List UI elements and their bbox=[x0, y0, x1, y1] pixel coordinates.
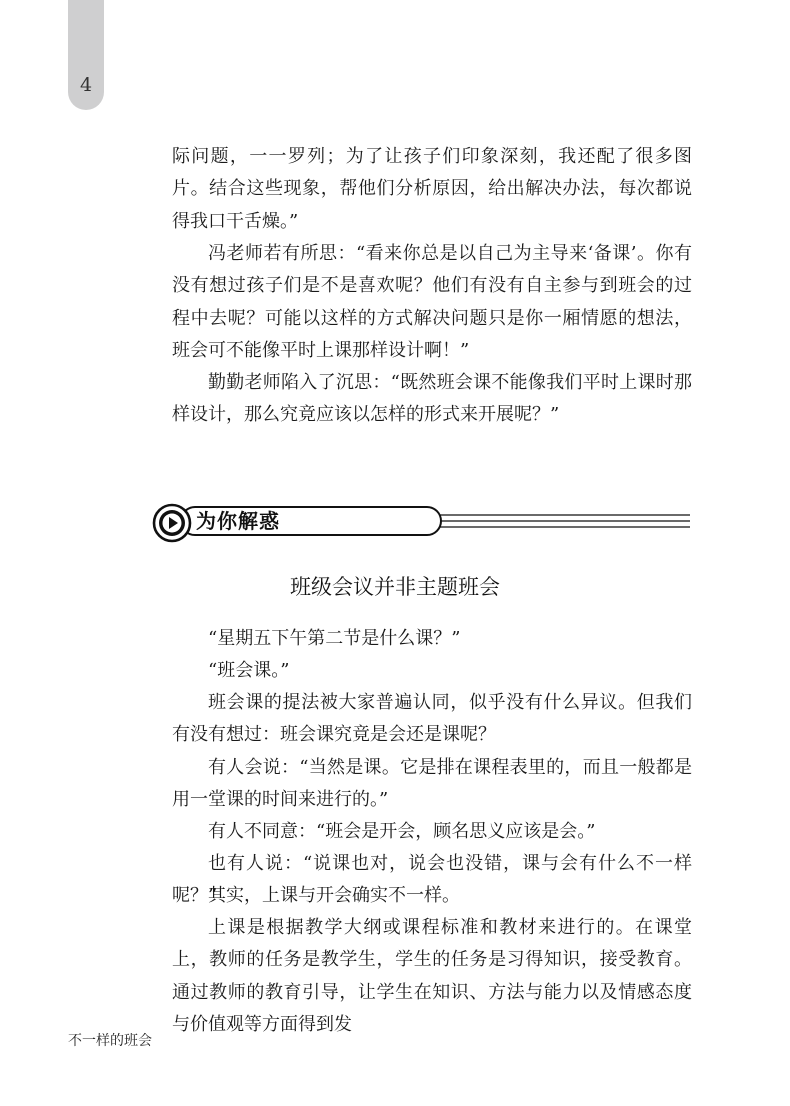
article-paragraph: 班会课的提法被大家普遍认同，似乎没有什么异议。但我们有没有想过：班会课究竟是会还是课呢？ bbox=[172, 692, 692, 746]
article-paragraph: 上课是根据教学大纲或课程标准和教材来进行的。在课堂上，教师的任务是教学生，学生的任务是习得知识，接受教育。通过教师的教育引导，让学生在知识、方法与能力以及情感态度与价值观等方面得到发 bbox=[172, 917, 692, 1035]
article-paragraph: “班会课。” bbox=[208, 660, 290, 681]
paragraph-continuation: 际问题，一一罗列；为了让孩子们印象深刻，我还配了很多图片。结合这些现象，帮他们分析原因，给出解决办法，每次都说得我口干舌燥。” bbox=[172, 146, 692, 232]
paragraph-feng-teacher: 冯老师若有所思：“看来你总是以自己为主导来‘备课’。你有没有想过孩子们是不是喜欢呢？他们有没有自主参与到班会的过程中去呢？可能以这样的方式解决问题只是你一厢情愿的想法，班会可不能像平时上课那样设计啊！” bbox=[172, 243, 692, 361]
page-tab bbox=[68, 0, 104, 110]
footer-book-title: 不一样的班会 bbox=[68, 1033, 152, 1049]
article-paragraph: 其实，上课与开会确实不一样。 bbox=[208, 885, 460, 906]
article-paragraph: “星期五下午第二节是什么课？” bbox=[208, 628, 461, 649]
page-number: 4 bbox=[79, 74, 93, 96]
article-paragraph: 有人不同意：“班会是开会，顾名思义应该是会。” bbox=[208, 821, 596, 842]
article-paragraph: 也有人说：“说课也对，说会也没错，课与会有什么不一样呢？” bbox=[172, 853, 692, 907]
paragraph-qinqin-teacher: 勤勤老师陷入了沉思：“既然班会课不能像我们平时上课时那样设计，那么究竟应该以怎样的形式来开展呢？” bbox=[172, 372, 692, 426]
play-circle-icon bbox=[152, 503, 192, 543]
article-title: 班级会议并非主题班会 bbox=[290, 575, 500, 599]
article-paragraph: 有人会说：“当然是课。它是排在课程表里的，而且一般都是用一堂课的时间来进行的。” bbox=[172, 757, 692, 811]
section-header-title: 为你解惑 bbox=[196, 509, 280, 533]
section-header bbox=[150, 502, 690, 542]
